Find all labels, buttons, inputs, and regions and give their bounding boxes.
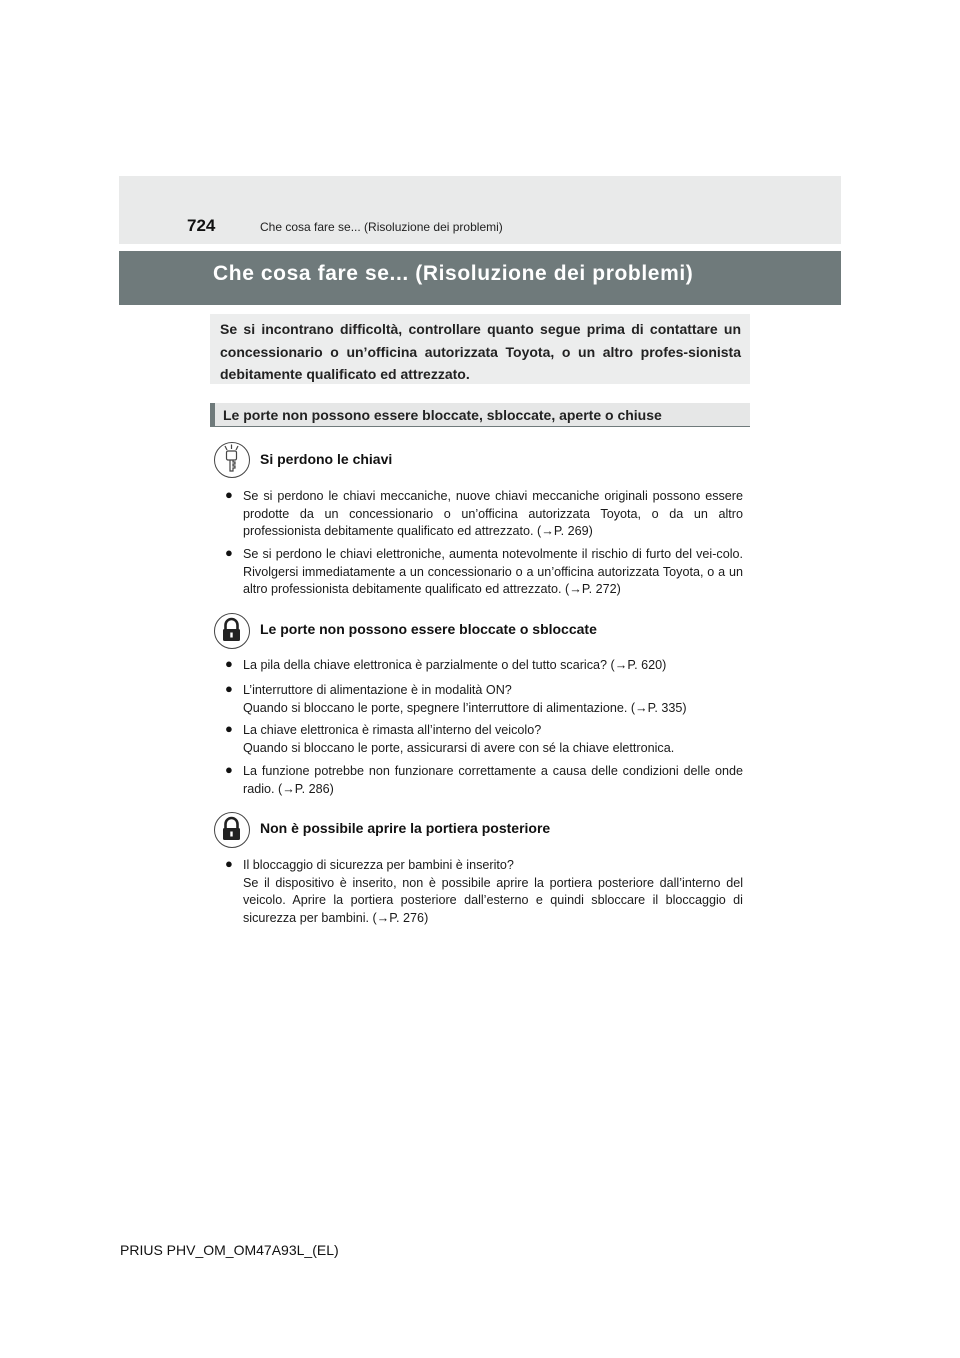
page-number: 724	[187, 216, 216, 235]
bullet-icon: ●	[225, 856, 233, 871]
section-header	[210, 403, 750, 427]
bullet-icon: ●	[225, 762, 233, 777]
lock-icon	[214, 812, 250, 848]
lock-icon	[214, 613, 250, 649]
list-item: Se si perdono le chiavi elettroniche, aumenta notevolmente il rischio di furto del vei-colo. Rivolgersi immediatamente a un concessionario o a un’officina autorizzata Toyota, o a un altro professionista debitamente qualificato ed attrezzato. (→P. 272)	[243, 547, 743, 596]
list-item: L’interruttore di alimentazione è in modalità ON? Quando si bloccano le porte, spegnere l’interruttore di alimentazione. (→P. 335)	[243, 683, 687, 715]
bullet-icon: ●	[225, 721, 233, 736]
list-item: La chiave elettronica è rimasta all’interno del veicolo? Quando si bloccano le porte, assicurarsi di avere con sé la chiave elettronica.	[243, 723, 675, 755]
intro-box: Se si incontrano difficoltà, controllare quanto segue prima di contattare un concessionario o un’officina autorizzata Toyota, o un altro profes-sionista debitamente qualificato ed attrezzato.	[210, 314, 750, 384]
bullet-icon: ●	[225, 545, 233, 560]
running-head: Che cosa fare se... (Risoluzione dei problemi)	[260, 220, 503, 234]
footer-code: PRIUS PHV_OM_OM47A93L_(EL)	[120, 1242, 339, 1258]
section-title: Le porte non possono essere bloccate, sbloccate, aperte o chiuse	[223, 407, 662, 423]
subsection-title: Non è possibile aprire la portiera posteriore	[260, 820, 551, 836]
bullet-icon: ●	[225, 681, 233, 696]
list-item: Il bloccaggio di sicurezza per bambini è inserito? Se il dispositivo è inserito, non è possibile aprire la portiera posteriore dall’interno del veicolo. Aprire la portiera posteriore dall’esterno e quindi sbloccare il bloccaggio di sicurezza per bambini. (→P. 276)	[243, 858, 743, 925]
list-item: Se si perdono le chiavi meccaniche, nuove chiavi meccaniche originali possono essere prodotte da un concessionario o un’officina autorizzata Toyota, o da un altro professionista debitamente qualificato ed attrezzato. (→P. 269)	[243, 489, 743, 538]
list-item: La funzione potrebbe non funzionare correttamente a causa delle condizioni delle onde radio. (→P. 286)	[243, 764, 743, 796]
subsection-title: Le porte non possono essere bloccate o sbloccate	[260, 621, 597, 637]
key-icon	[214, 442, 250, 478]
subsection-title: Si perdono le chiavi	[260, 451, 393, 467]
bullet-icon: ●	[225, 487, 233, 502]
page-title: Che cosa fare se... (Risoluzione dei problemi)	[213, 262, 694, 285]
list-item: La pila della chiave elettronica è parzialmente o del tutto scarica? (→P. 620)	[243, 658, 667, 672]
bullet-icon: ●	[225, 656, 233, 671]
